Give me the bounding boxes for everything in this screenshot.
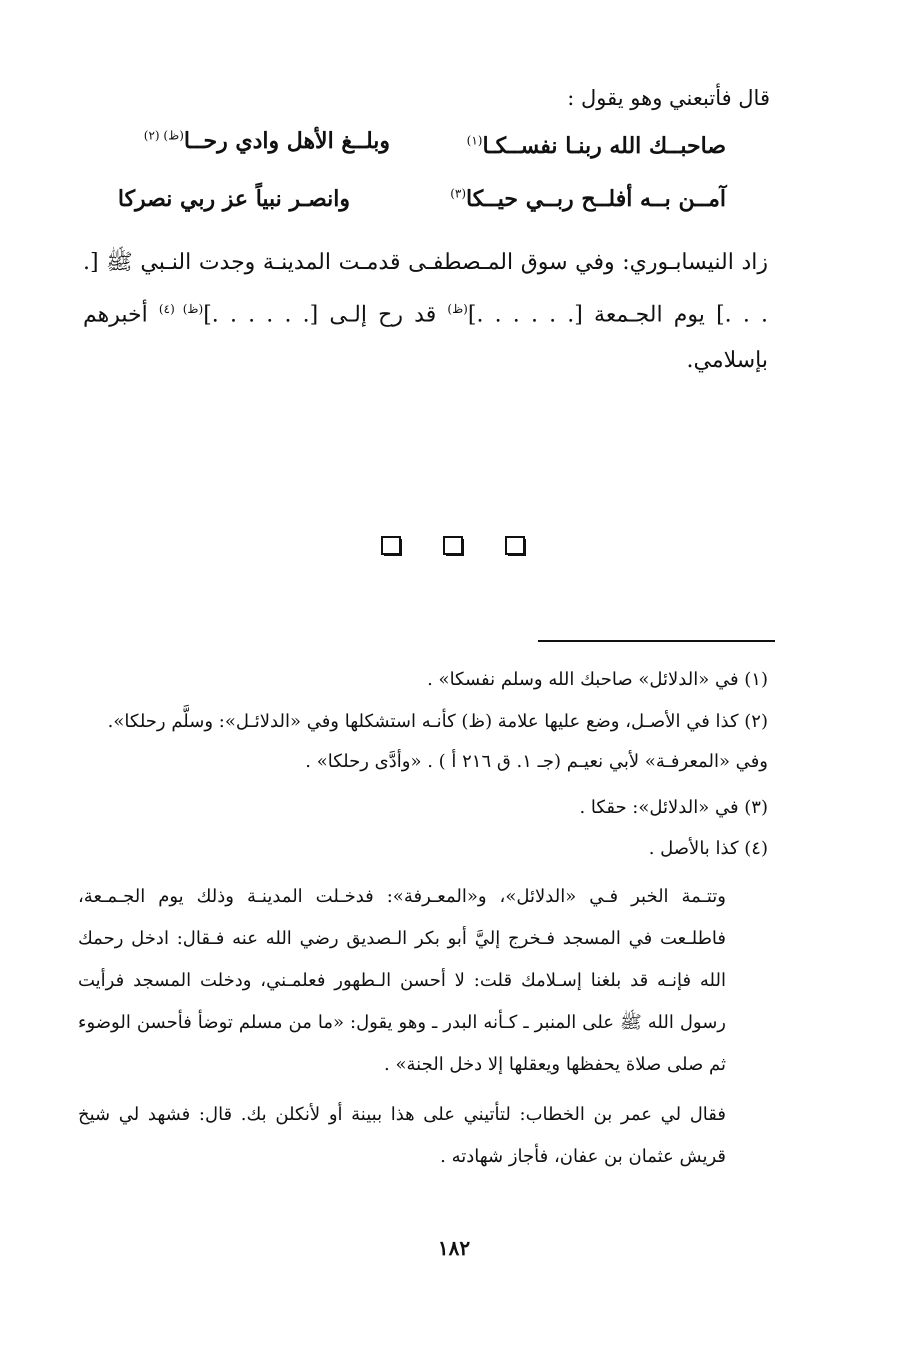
editor-note: وتتـمة الخبر فـي «الدلائل»، و«المعـرفة»: فدخـلت المدينـة وذلك يوم الجـمـعة، فاطلـعت في المسجد فـخرج إليَّ أبو بكر الـصديق رضي الله عنه فـقال: ادخل رحمك الله فإنـه قد بلغنا إسـلامك قلت: لا أحسن الـطهور فعلمـني، ودخلت المسجد فرأيت رسول الله ﷺ على المنبر ـ كـأنه البدر ـ وهو يقول: «ما من مسلم توضأ فأحسن الوضوء ثم صلى صلاة يحفظها ويعقلها إلا دخل الجنة» . (78, 886, 726, 1075)
section-divider-ornaments (0, 536, 908, 556)
square-ornament-icon (443, 536, 465, 556)
paragraph-part-3: أخبرهم بإسلامي. (83, 302, 768, 374)
footnote-1: (١) في «الدلائل» صاحبك الله وسلم نفسكا» . (427, 669, 768, 690)
square-ornament-icon (381, 536, 403, 556)
verse-2-left-text: وانصـر نبياً عز ربي نصركا (117, 186, 350, 212)
page-number: ١٨٢ (437, 1236, 471, 1260)
footnote-2: (٢) كذا في الأصـل، وضع عليها علامة (ظ) كأنـه استشكلها وفي «الدلائـل»: وسلَّم رحلكا». وفي «المعرفـة» لأبي نعيـم (جـ ١. ق ٢١٦ أ ) . «وأدَّى رحلكا» . (107, 711, 768, 772)
editor-note-continued: فقال لي عمر بن الخطاب: لتأتيني على هذا ببينة أو لأنكلن بك. قال: فشهد لي شيخ قريش عثمان بن عفان، فأجاز شهادته . (78, 1104, 726, 1167)
paragraph-sup-2: (ظ) (٤) (158, 302, 204, 316)
footnote-separator (538, 640, 775, 642)
verse-2-left-hemistich (118, 186, 350, 212)
verse-2-right-hemistich (450, 186, 726, 212)
footnote-ref-1: (١) (466, 133, 483, 148)
footnote-3: (٣) في «الدلائل»: حقكا . (579, 797, 768, 818)
verse-2-right-text: آمــن بــه أفلــح ربــي حيــكا (466, 186, 726, 212)
footnote-ref-3: (٣) (450, 186, 467, 201)
verse-1-left-hemistich (144, 128, 390, 154)
verse-1-right-hemistich (467, 133, 726, 159)
paragraph-part-2: قد رح إلـى [. . . . . .] (203, 302, 448, 328)
square-ornament-icon (505, 536, 527, 556)
verse-1-right-text: صاحبــك الله ربنـا نفســكـا (482, 133, 726, 159)
verse-1-left-text: وبلــغ الأهل وادي رحــا (183, 128, 390, 154)
paragraph-part-1: زاد النيسابـوري: وفي سوق المـصطفـى قدمـت المدينـة وجدت النـبي ﷺ [. . . .] يوم الجـمعة [. . . . . .] (83, 250, 768, 328)
paragraph-sup-1: (ظ) (447, 302, 468, 316)
footnote-4: (٤) كذا بالأصل . (648, 838, 768, 859)
intro-line: قال فأتبعني وهو يقول : (567, 86, 770, 110)
main-paragraph (83, 240, 768, 384)
footnote-ref-2: (ظ) (٢) (143, 128, 184, 143)
